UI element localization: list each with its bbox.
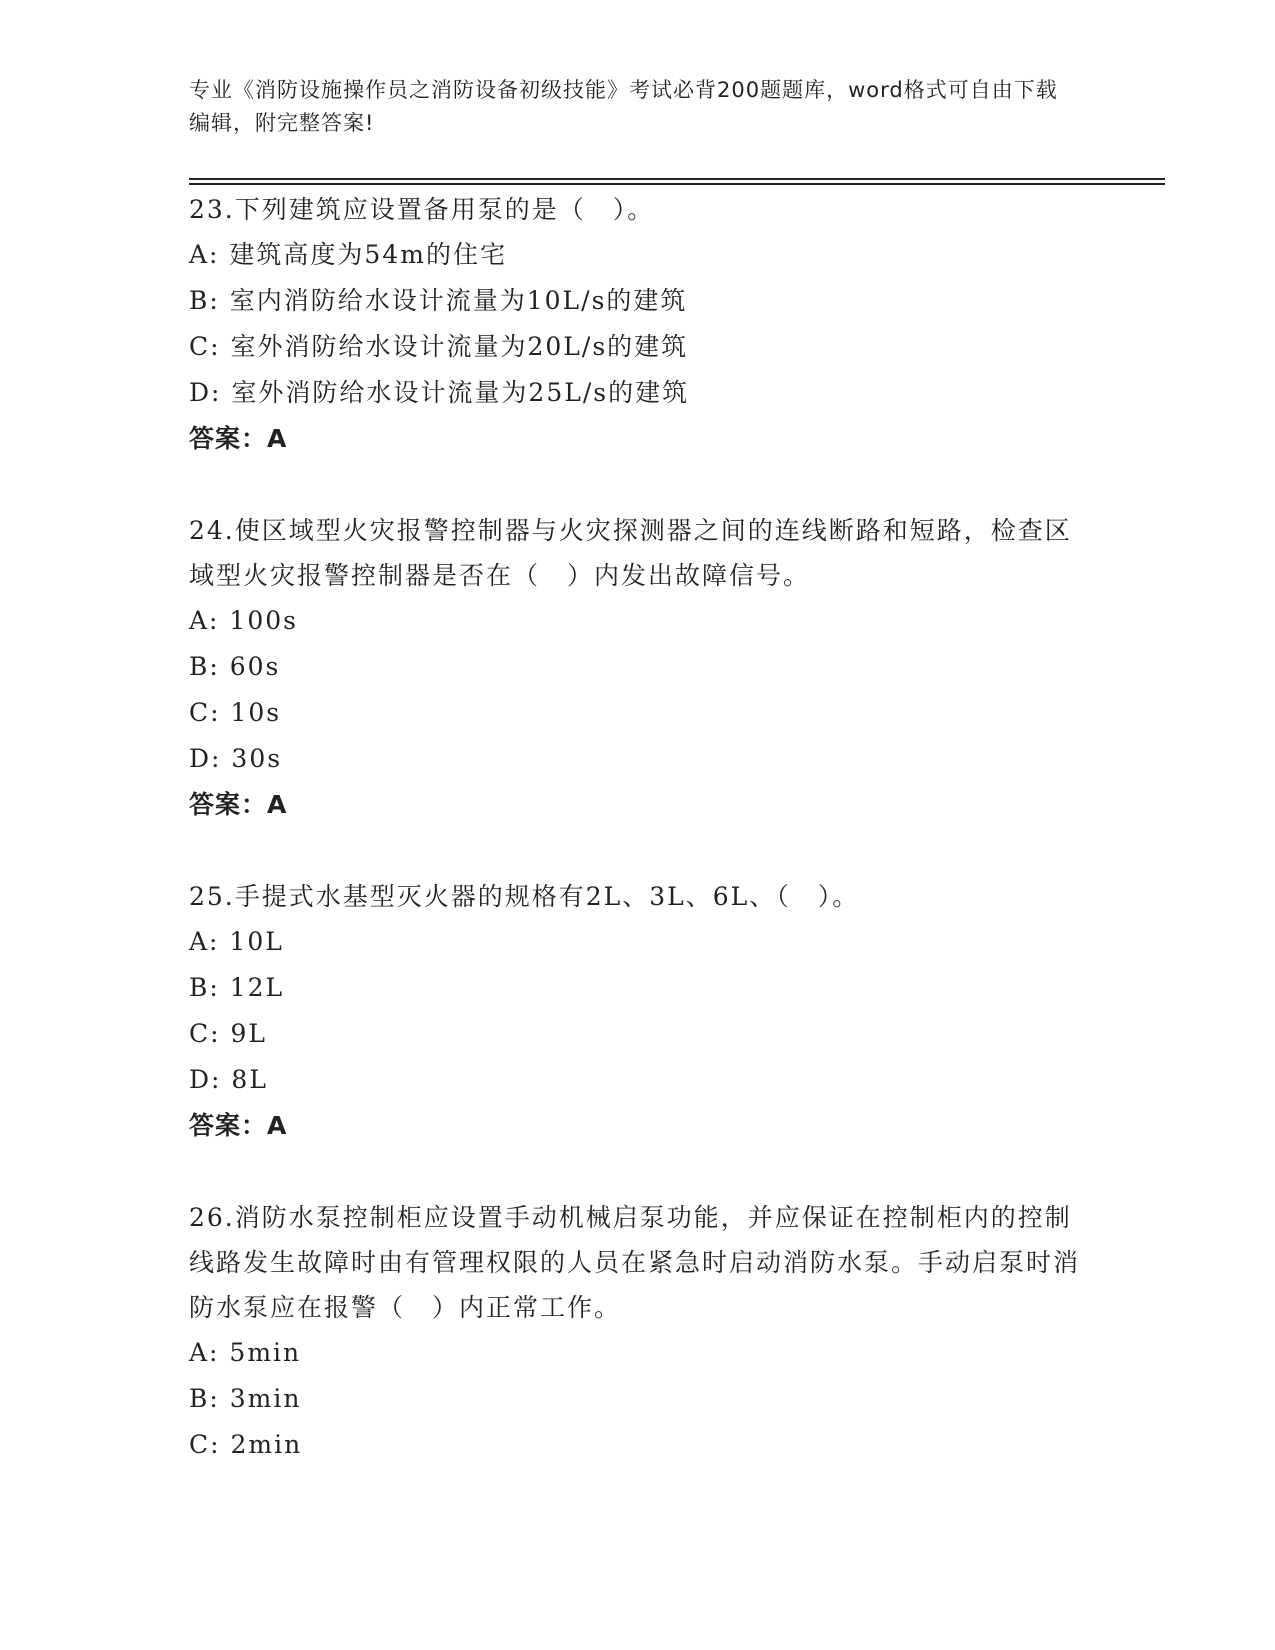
option-a: A: 5min <box>189 1338 302 1367</box>
option-b: B: 60s <box>189 652 281 681</box>
option-a: A: 100s <box>189 606 298 635</box>
question-list <box>189 187 1089 1514</box>
option-c: C: 2min <box>189 1430 303 1459</box>
question-stem: 26.消防水泵控制柜应设置手动机械启泵功能，并应保证在控制柜内的控制线路发生故障时由有管理权限的人员在紧急时启动消防水泵。手动启泵时消防水泵应在报警（ ）内正常工作。 <box>189 1203 1081 1322</box>
option-b: B: 12L <box>189 973 285 1002</box>
question-25 <box>189 874 1089 1149</box>
question-24 <box>189 508 1089 828</box>
answer-line: 答案：A <box>189 1111 288 1140</box>
header-divider-top <box>189 178 1165 180</box>
question-stem: 24.使区域型火灾报警控制器与火灾探测器之间的连线断路和短路，检查区域型火灾报警控制器是否在（ ）内发出故障信号。 <box>189 516 1072 590</box>
option-c: C: 室外消防给水设计流量为20L/s的建筑 <box>189 332 689 361</box>
option-c: C: 10s <box>189 698 282 727</box>
question-stem: 23.下列建筑应设置备用泵的是（ ）。 <box>189 195 655 224</box>
header-divider-bottom <box>189 183 1165 185</box>
option-c: C: 9L <box>189 1019 268 1048</box>
option-d: D: 室外消防给水设计流量为25L/s的建筑 <box>189 378 690 407</box>
option-b: B: 室内消防给水设计流量为10L/s的建筑 <box>189 286 688 315</box>
option-b: B: 3min <box>189 1384 302 1413</box>
option-a: A: 10L <box>189 927 284 956</box>
answer-line: 答案：A <box>189 424 288 453</box>
option-d: D: 8L <box>189 1065 268 1094</box>
document-header: 专业《消防设施操作员之消防设备初级技能》考试必背200题题库，word格式可自由下载编辑，附完整答案! <box>189 78 1058 135</box>
question-26 <box>189 1195 1089 1468</box>
option-d: D: 30s <box>189 744 283 773</box>
question-stem: 25.手提式水基型灭火器的规格有2L、3L、6L、（ ）。 <box>189 882 860 911</box>
answer-line: 答案：A <box>189 790 288 819</box>
question-23 <box>189 187 1089 462</box>
option-a: A: 建筑高度为54m的住宅 <box>189 240 507 269</box>
